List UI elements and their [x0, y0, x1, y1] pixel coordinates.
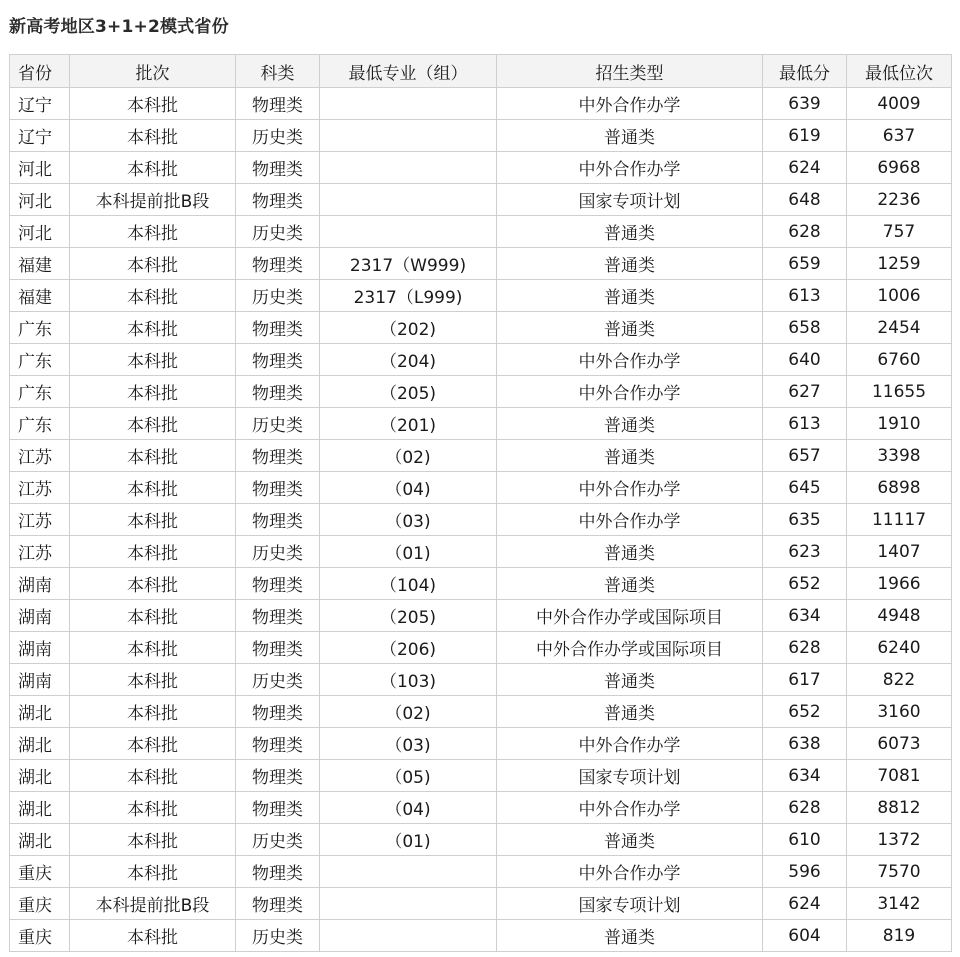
cell-subject: 历史类 [236, 408, 320, 440]
cell-subject: 物理类 [236, 472, 320, 504]
cell-major-group: （05) [320, 760, 497, 792]
cell-min-score: 652 [763, 568, 847, 600]
cell-batch: 本科批 [70, 376, 236, 408]
cell-province: 江苏 [10, 472, 70, 504]
cell-subject: 历史类 [236, 280, 320, 312]
header-min-rank: 最低位次 [847, 55, 952, 88]
cell-major-group [320, 920, 497, 952]
cell-batch: 本科批 [70, 728, 236, 760]
cell-min-score: 596 [763, 856, 847, 888]
cell-min-score: 624 [763, 888, 847, 920]
cell-min-rank: 1372 [847, 824, 952, 856]
cell-min-rank: 1407 [847, 536, 952, 568]
cell-major-group [320, 888, 497, 920]
table-row [10, 824, 952, 856]
cell-major-group: （206) [320, 632, 497, 664]
cell-province: 广东 [10, 376, 70, 408]
cell-batch: 本科批 [70, 88, 236, 120]
cell-batch: 本科批 [70, 824, 236, 856]
cell-min-rank: 757 [847, 216, 952, 248]
cell-province: 河北 [10, 152, 70, 184]
table-row [10, 440, 952, 472]
cell-major-group [320, 184, 497, 216]
header-admission-type: 招生类型 [497, 55, 763, 88]
cell-subject: 物理类 [236, 248, 320, 280]
cell-admission-type: 中外合作办学 [497, 792, 763, 824]
cell-province: 广东 [10, 312, 70, 344]
cell-batch: 本科批 [70, 632, 236, 664]
header-subject: 科类 [236, 55, 320, 88]
cell-subject: 物理类 [236, 600, 320, 632]
cell-batch: 本科批 [70, 664, 236, 696]
cell-min-score: 658 [763, 312, 847, 344]
cell-min-score: 613 [763, 280, 847, 312]
table-row [10, 632, 952, 664]
cell-min-rank: 4948 [847, 600, 952, 632]
cell-major-group: （104) [320, 568, 497, 600]
cell-admission-type: 普通类 [497, 696, 763, 728]
cell-province: 湖北 [10, 824, 70, 856]
cell-batch: 本科批 [70, 280, 236, 312]
cell-subject: 物理类 [236, 632, 320, 664]
cell-batch: 本科批 [70, 760, 236, 792]
cell-min-rank: 3142 [847, 888, 952, 920]
cell-subject: 历史类 [236, 120, 320, 152]
header-major-group: 最低专业（组） [320, 55, 497, 88]
cell-major-group: （205) [320, 376, 497, 408]
cell-province: 湖南 [10, 632, 70, 664]
cell-min-score: 613 [763, 408, 847, 440]
table-row [10, 664, 952, 696]
cell-admission-type: 中外合作办学或国际项目 [497, 632, 763, 664]
cell-province: 湖北 [10, 696, 70, 728]
cell-batch: 本科批 [70, 408, 236, 440]
cell-min-rank: 1910 [847, 408, 952, 440]
cell-min-score: 628 [763, 632, 847, 664]
cell-min-score: 628 [763, 792, 847, 824]
cell-major-group: （02) [320, 696, 497, 728]
cell-major-group [320, 152, 497, 184]
cell-major-group: （201) [320, 408, 497, 440]
cell-admission-type: 中外合作办学或国际项目 [497, 600, 763, 632]
cell-province: 湖北 [10, 728, 70, 760]
cell-min-rank: 1966 [847, 568, 952, 600]
cell-min-rank: 1259 [847, 248, 952, 280]
cell-batch: 本科批 [70, 600, 236, 632]
cell-batch: 本科提前批B段 [70, 184, 236, 216]
cell-min-score: 634 [763, 600, 847, 632]
cell-min-rank: 7081 [847, 760, 952, 792]
cell-min-rank: 6968 [847, 152, 952, 184]
cell-major-group: 2317（L999) [320, 280, 497, 312]
cell-min-score: 657 [763, 440, 847, 472]
cell-subject: 物理类 [236, 440, 320, 472]
cell-admission-type: 国家专项计划 [497, 760, 763, 792]
cell-admission-type: 普通类 [497, 312, 763, 344]
cell-province: 广东 [10, 408, 70, 440]
table-body [10, 88, 952, 952]
cell-admission-type: 中外合作办学 [497, 728, 763, 760]
cell-admission-type: 普通类 [497, 664, 763, 696]
table-row [10, 792, 952, 824]
cell-batch: 本科批 [70, 568, 236, 600]
cell-admission-type: 中外合作办学 [497, 344, 763, 376]
cell-province: 重庆 [10, 856, 70, 888]
cell-admission-type: 普通类 [497, 120, 763, 152]
cell-min-rank: 7570 [847, 856, 952, 888]
table-row [10, 280, 952, 312]
cell-batch: 本科批 [70, 696, 236, 728]
cell-major-group: （103) [320, 664, 497, 696]
cell-admission-type: 普通类 [497, 280, 763, 312]
cell-batch: 本科批 [70, 120, 236, 152]
cell-min-score: 635 [763, 504, 847, 536]
cell-min-rank: 2236 [847, 184, 952, 216]
cell-batch: 本科批 [70, 344, 236, 376]
table-row [10, 376, 952, 408]
table-row [10, 216, 952, 248]
cell-min-score: 652 [763, 696, 847, 728]
header-min-score: 最低分 [763, 55, 847, 88]
cell-admission-type: 普通类 [497, 920, 763, 952]
cell-province: 辽宁 [10, 120, 70, 152]
cell-admission-type: 中外合作办学 [497, 376, 763, 408]
cell-admission-type: 普通类 [497, 216, 763, 248]
cell-major-group: （04) [320, 792, 497, 824]
cell-admission-type: 普通类 [497, 568, 763, 600]
table-row [10, 152, 952, 184]
cell-batch: 本科批 [70, 856, 236, 888]
table-row [10, 920, 952, 952]
cell-major-group: （204) [320, 344, 497, 376]
cell-province: 河北 [10, 184, 70, 216]
cell-province: 江苏 [10, 536, 70, 568]
cell-province: 湖南 [10, 568, 70, 600]
cell-subject: 物理类 [236, 696, 320, 728]
score-table [9, 54, 952, 952]
cell-admission-type: 普通类 [497, 824, 763, 856]
cell-min-rank: 822 [847, 664, 952, 696]
cell-major-group [320, 856, 497, 888]
cell-subject: 物理类 [236, 504, 320, 536]
cell-batch: 本科批 [70, 536, 236, 568]
cell-admission-type: 普通类 [497, 248, 763, 280]
table-row [10, 472, 952, 504]
header-batch: 批次 [70, 55, 236, 88]
table-row [10, 312, 952, 344]
cell-min-rank: 6240 [847, 632, 952, 664]
cell-batch: 本科批 [70, 216, 236, 248]
cell-admission-type: 国家专项计划 [497, 184, 763, 216]
cell-major-group [320, 88, 497, 120]
cell-subject: 物理类 [236, 376, 320, 408]
cell-batch: 本科提前批B段 [70, 888, 236, 920]
cell-batch: 本科批 [70, 472, 236, 504]
cell-major-group: （202) [320, 312, 497, 344]
cell-major-group: （04) [320, 472, 497, 504]
cell-province: 重庆 [10, 888, 70, 920]
cell-min-score: 645 [763, 472, 847, 504]
cell-admission-type: 普通类 [497, 440, 763, 472]
cell-admission-type: 中外合作办学 [497, 472, 763, 504]
cell-min-score: 640 [763, 344, 847, 376]
cell-min-rank: 3398 [847, 440, 952, 472]
table-row [10, 184, 952, 216]
cell-batch: 本科批 [70, 440, 236, 472]
cell-subject: 物理类 [236, 344, 320, 376]
cell-admission-type: 中外合作办学 [497, 88, 763, 120]
cell-province: 湖南 [10, 600, 70, 632]
table-row [10, 856, 952, 888]
table-row [10, 344, 952, 376]
cell-subject: 物理类 [236, 760, 320, 792]
cell-min-rank: 2454 [847, 312, 952, 344]
cell-subject: 物理类 [236, 88, 320, 120]
table-row [10, 408, 952, 440]
cell-batch: 本科批 [70, 792, 236, 824]
table-header-row [10, 55, 952, 88]
cell-min-score: 638 [763, 728, 847, 760]
table-row [10, 248, 952, 280]
cell-major-group: （01) [320, 536, 497, 568]
table-row [10, 760, 952, 792]
cell-subject: 物理类 [236, 856, 320, 888]
cell-min-rank: 3160 [847, 696, 952, 728]
table-row [10, 88, 952, 120]
cell-subject: 物理类 [236, 792, 320, 824]
cell-province: 江苏 [10, 440, 70, 472]
cell-subject: 历史类 [236, 664, 320, 696]
cell-major-group [320, 120, 497, 152]
cell-min-rank: 819 [847, 920, 952, 952]
table-row [10, 728, 952, 760]
cell-subject: 历史类 [236, 824, 320, 856]
cell-subject: 历史类 [236, 920, 320, 952]
cell-province: 江苏 [10, 504, 70, 536]
cell-batch: 本科批 [70, 248, 236, 280]
cell-min-score: 624 [763, 152, 847, 184]
cell-province: 湖北 [10, 792, 70, 824]
cell-min-score: 659 [763, 248, 847, 280]
cell-major-group: （02) [320, 440, 497, 472]
cell-subject: 历史类 [236, 216, 320, 248]
cell-min-score: 617 [763, 664, 847, 696]
cell-province: 福建 [10, 280, 70, 312]
cell-min-score: 639 [763, 88, 847, 120]
cell-major-group [320, 216, 497, 248]
table-row [10, 120, 952, 152]
cell-min-rank: 6760 [847, 344, 952, 376]
cell-subject: 物理类 [236, 312, 320, 344]
cell-admission-type: 国家专项计划 [497, 888, 763, 920]
cell-province: 湖北 [10, 760, 70, 792]
cell-province: 福建 [10, 248, 70, 280]
cell-subject: 历史类 [236, 536, 320, 568]
cell-batch: 本科批 [70, 504, 236, 536]
cell-major-group: （205) [320, 600, 497, 632]
cell-admission-type: 普通类 [497, 536, 763, 568]
cell-province: 湖南 [10, 664, 70, 696]
cell-admission-type: 中外合作办学 [497, 504, 763, 536]
table-row [10, 696, 952, 728]
table-row [10, 504, 952, 536]
cell-subject: 物理类 [236, 888, 320, 920]
cell-min-rank: 6073 [847, 728, 952, 760]
cell-min-score: 623 [763, 536, 847, 568]
page-title: 新高考地区3+1+2模式省份 [9, 17, 229, 37]
cell-min-score: 610 [763, 824, 847, 856]
cell-min-rank: 4009 [847, 88, 952, 120]
cell-subject: 物理类 [236, 728, 320, 760]
cell-subject: 物理类 [236, 568, 320, 600]
cell-batch: 本科批 [70, 920, 236, 952]
cell-major-group: 2317（W999) [320, 248, 497, 280]
cell-admission-type: 中外合作办学 [497, 152, 763, 184]
table-row [10, 888, 952, 920]
cell-min-score: 628 [763, 216, 847, 248]
cell-major-group: （03) [320, 728, 497, 760]
cell-min-rank: 11655 [847, 376, 952, 408]
table-row [10, 600, 952, 632]
cell-min-rank: 11117 [847, 504, 952, 536]
cell-admission-type: 普通类 [497, 408, 763, 440]
cell-min-score: 604 [763, 920, 847, 952]
cell-province: 辽宁 [10, 88, 70, 120]
cell-batch: 本科批 [70, 312, 236, 344]
cell-subject: 物理类 [236, 152, 320, 184]
cell-min-rank: 637 [847, 120, 952, 152]
table-row [10, 536, 952, 568]
cell-min-rank: 6898 [847, 472, 952, 504]
table-row [10, 568, 952, 600]
cell-province: 河北 [10, 216, 70, 248]
cell-province: 重庆 [10, 920, 70, 952]
cell-min-rank: 8812 [847, 792, 952, 824]
header-province: 省份 [10, 55, 70, 88]
cell-min-score: 634 [763, 760, 847, 792]
cell-min-score: 619 [763, 120, 847, 152]
cell-batch: 本科批 [70, 152, 236, 184]
cell-major-group: （01) [320, 824, 497, 856]
cell-major-group: （03) [320, 504, 497, 536]
cell-min-score: 627 [763, 376, 847, 408]
cell-province: 广东 [10, 344, 70, 376]
cell-min-score: 648 [763, 184, 847, 216]
cell-subject: 物理类 [236, 184, 320, 216]
cell-min-rank: 1006 [847, 280, 952, 312]
cell-admission-type: 中外合作办学 [497, 856, 763, 888]
